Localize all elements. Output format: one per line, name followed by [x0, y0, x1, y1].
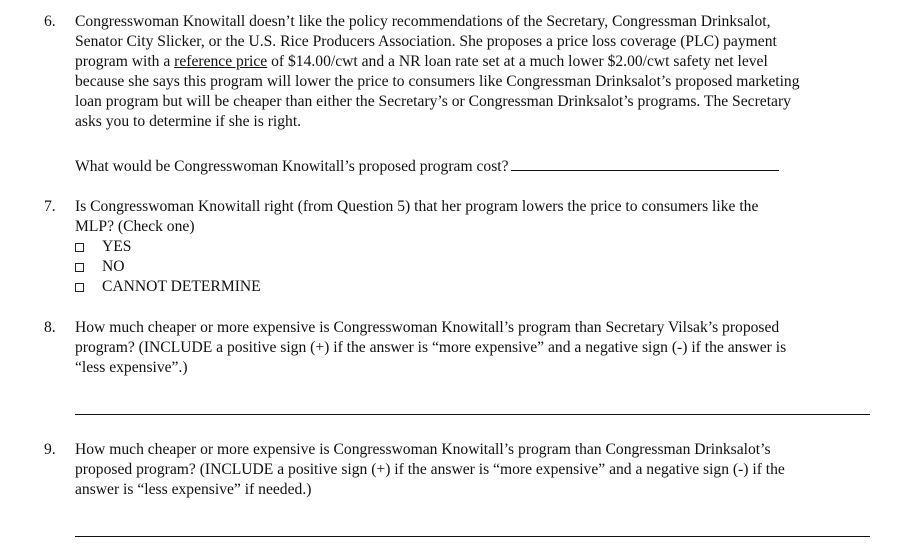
- question-line: “less expensive”.): [75, 359, 188, 376]
- option-yes[interactable]: [75, 237, 131, 257]
- answer-blank[interactable]: [511, 156, 779, 171]
- question-text: [75, 440, 885, 500]
- option-label: CANNOT DETERMINE: [102, 278, 261, 295]
- text-fragment: of $14.00/cwt and a NR loan rate set at a much lower $2.00/cwt safety net level: [267, 53, 768, 70]
- answer-line[interactable]: [75, 536, 870, 537]
- question-line: Senator City Slicker, or the U.S. Rice Producers Association. She proposes a price loss coverage (PLC) payment: [75, 33, 777, 50]
- question-number: 6.: [44, 13, 56, 30]
- underlined-term: reference price: [174, 53, 268, 70]
- question-line: program? (INCLUDE a positive sign (+) if the answer is “more expensive” and a negative sign (-) if the answer is: [75, 339, 787, 356]
- question-text: [75, 12, 885, 132]
- question-line: because she says this program will lower the price to consumers like Congressman Drinksalot’s proposed marketing: [75, 73, 800, 90]
- question-line: MLP? (Check one): [75, 218, 195, 235]
- option-label: NO: [102, 258, 125, 275]
- question-line: proposed program? (INCLUDE a positive sign (+) if the answer is “more expensive” and a negative sign (-) if the: [75, 461, 785, 478]
- question-number: 8.: [44, 319, 56, 336]
- question-line: [75, 52, 885, 72]
- question-text: [75, 197, 885, 237]
- question-line: asks you to determine if she is right.: [75, 113, 302, 130]
- question-line: answer is “less expensive” if needed.): [75, 481, 312, 498]
- checkbox[interactable]: [75, 283, 84, 292]
- question-number: 7.: [44, 198, 56, 215]
- question-text: [75, 318, 885, 378]
- question-line: How much cheaper or more expensive is Congresswoman Knowitall’s program than Secretary Vilsak’s proposed: [75, 319, 780, 336]
- question-line: Is Congresswoman Knowitall right (from Question 5) that her program lowers the price to consumers like the: [75, 198, 759, 215]
- option-no[interactable]: [75, 257, 125, 277]
- question-line: How much cheaper or more expensive is Congresswoman Knowitall’s program than Congressman Drinksalot’s: [75, 441, 771, 458]
- question-line: loan program but will be cheaper than either the Secretary’s or Congressman Drinksalot’s programs. The Secretary: [75, 93, 791, 110]
- option-cannot-determine[interactable]: [75, 277, 261, 297]
- question-line: Congresswoman Knowitall doesn’t like the policy recommendations of the Secretary, Congressman Drinksalot,: [75, 13, 771, 30]
- answer-line[interactable]: [75, 414, 870, 415]
- text-fragment: program with a: [75, 53, 175, 70]
- checkbox[interactable]: [75, 263, 84, 272]
- checkbox[interactable]: [75, 243, 84, 252]
- question-number: 9.: [44, 441, 56, 458]
- option-label: YES: [102, 238, 132, 255]
- cost-prompt: What would be Congresswoman Knowitall’s proposed program cost?: [75, 158, 509, 175]
- cost-prompt-row: [75, 156, 885, 177]
